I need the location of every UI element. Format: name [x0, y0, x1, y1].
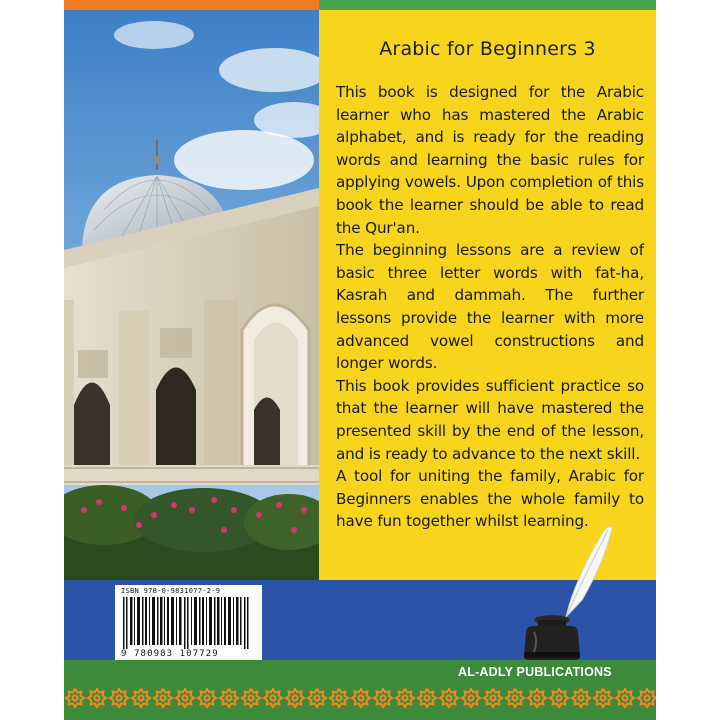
- ornament-dot: [579, 696, 584, 701]
- book-back-cover: [64, 0, 656, 720]
- ornament-star: [440, 689, 458, 707]
- description-paragraph-3: This book provides sufficient practice so that the learner will have mastered the presented skill by the end of the lesson, and is ready to advance to the next skill.: [336, 376, 644, 463]
- barcode-bars: [121, 597, 256, 649]
- ornament-dot: [227, 696, 232, 701]
- ornament-dot: [337, 696, 342, 701]
- ornament-dot: [293, 696, 298, 701]
- ornament-dot: [117, 696, 122, 701]
- ornament-dot: [645, 696, 650, 701]
- ornament-star: [572, 689, 590, 707]
- ornament-star: [462, 689, 480, 707]
- ornament-star: [594, 689, 612, 707]
- ornament-dot: [513, 696, 518, 701]
- ornament-star: [308, 689, 326, 707]
- ornament-star: [198, 689, 216, 707]
- ornament-star: [506, 689, 524, 707]
- ornament-star: [88, 689, 106, 707]
- publisher-name: AL-ADLY PUBLICATIONS: [458, 665, 612, 679]
- ornament-star: [352, 689, 370, 707]
- ornament-star: [330, 689, 348, 707]
- mosque-photo: [64, 10, 319, 580]
- ornament-star: [638, 689, 656, 707]
- ornament-dot: [359, 696, 364, 701]
- description-paragraph-2: The beginning lessons are a review of basic three letter words with fat-ha, Kasrah and dammah. The further lessons provide the learner with more advanced vowel constructions and longer words.: [336, 241, 644, 373]
- ornament-star: [418, 689, 436, 707]
- description-paragraph-1: This book is designed for the Arabic learner who has mastered the Arabic alphabet, and is ready for the reading words and learning the basic rules for applying vowels. Upon completion of this book the learner should be able to read the Qur'an.: [336, 83, 644, 237]
- ornament-star: [550, 689, 568, 707]
- ornament-star: [484, 689, 502, 707]
- ornament-star: [154, 689, 172, 707]
- ornament-dot: [315, 696, 320, 701]
- ornament-dot: [447, 696, 452, 701]
- ornament-dot: [469, 696, 474, 701]
- ornament-dot: [161, 696, 166, 701]
- ornament-dot: [95, 696, 100, 701]
- ornament-dot: [425, 696, 430, 701]
- ornament-star: [616, 689, 634, 707]
- book-title: Arabic for Beginners 3: [379, 38, 596, 60]
- ornament-star: [264, 689, 282, 707]
- ornament-star: [396, 689, 414, 707]
- barcode: [115, 585, 262, 663]
- ornament-star: [66, 689, 84, 707]
- ornament-star: [374, 689, 392, 707]
- ornament-dot: [535, 696, 540, 701]
- ornament-dot: [491, 696, 496, 701]
- ornament-dot: [249, 696, 254, 701]
- ornament-star: [286, 689, 304, 707]
- ornament-dot: [381, 696, 386, 701]
- ornament-star: [176, 689, 194, 707]
- ornament-dot: [139, 696, 144, 701]
- isbn-label: ISBN 978-0-9831077-2-9: [121, 587, 221, 595]
- ornament-dot: [205, 696, 210, 701]
- ornament-dot: [403, 696, 408, 701]
- ornament-dot: [73, 696, 78, 701]
- ornament-dot: [183, 696, 188, 701]
- quill-inkwell-icon: [504, 522, 614, 662]
- top-strip-orange: [64, 0, 319, 10]
- ornament-dot: [271, 696, 276, 701]
- ornament-dot: [623, 696, 628, 701]
- top-strip-green: [319, 0, 656, 10]
- ornament-dot: [601, 696, 606, 701]
- ornament-star: [110, 689, 128, 707]
- geometric-ornament-border: [64, 684, 656, 712]
- ornament-star: [220, 689, 238, 707]
- ornament-dot: [557, 696, 562, 701]
- book-description: [336, 81, 644, 533]
- ornament-star: [528, 689, 546, 707]
- description-panel: [319, 10, 656, 580]
- ornament-star: [132, 689, 150, 707]
- barcode-number: 9 780983 107729: [121, 649, 219, 659]
- description-paragraph-4: A tool for uniting the family, Arabic for Beginners enables the whole family to have fun together whilst learning.: [336, 467, 644, 531]
- ornament-star: [242, 689, 260, 707]
